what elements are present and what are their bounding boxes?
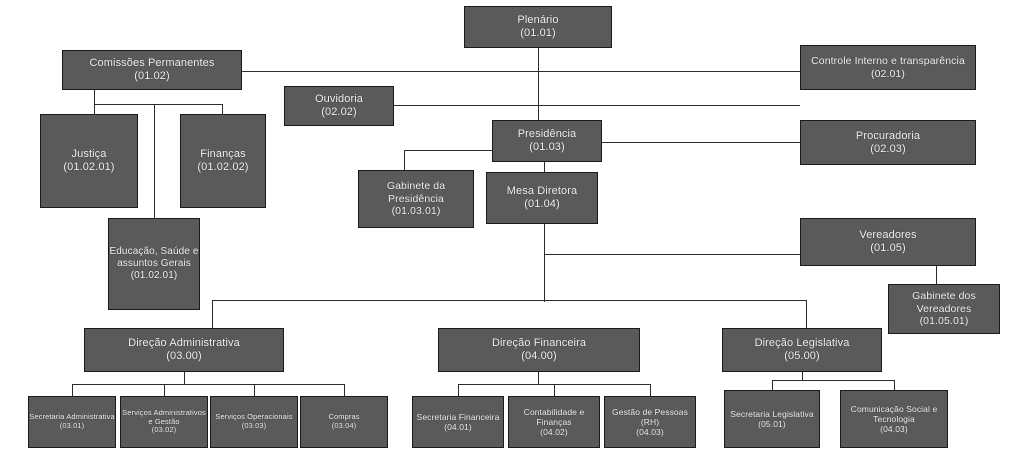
org-node-code: (05.01) — [758, 419, 786, 429]
org-node-secadm[interactable] — [28, 396, 116, 448]
org-node-code: (03.00) — [166, 350, 202, 362]
org-node-code: (01.01) — [520, 27, 556, 39]
org-node-code: (04.01) — [444, 422, 472, 432]
org-node-comunicacao[interactable] — [840, 390, 948, 448]
org-node-title: Educação, Saúde e assuntos Gerais — [109, 246, 199, 270]
org-node-code: (01.04) — [524, 198, 560, 210]
connector-line — [394, 105, 800, 106]
connector-line — [184, 372, 185, 384]
org-node-title: Gabinete da Presidência — [386, 180, 446, 205]
connector-line — [212, 300, 213, 328]
connector-line — [894, 380, 895, 390]
org-node-code: (01.03) — [529, 141, 565, 153]
org-node-title: Ouvidoria — [315, 93, 363, 106]
org-node-code: (02.03) — [870, 142, 906, 155]
connector-line — [554, 384, 555, 396]
org-node-code: (04.02) — [540, 427, 568, 437]
org-node-title: Mesa Diretora — [506, 185, 578, 198]
org-node-code: (03.03) — [241, 421, 267, 430]
org-node-code: (03.02) — [151, 425, 177, 435]
connector-line — [164, 384, 165, 396]
connector-line — [772, 380, 894, 381]
org-node-title: Comissões Permanentes — [89, 57, 215, 70]
connector-line — [772, 380, 773, 390]
org-node-code: (01.02.01) — [63, 161, 115, 173]
org-node-code: (01.05) — [870, 242, 906, 254]
org-node-financas[interactable] — [180, 114, 266, 208]
org-node-code: (04.00) — [521, 350, 557, 362]
org-node-procuradoria[interactable] — [800, 120, 976, 165]
connector-line — [154, 104, 155, 220]
org-node-comissoes[interactable] — [62, 50, 242, 90]
connector-line — [544, 224, 545, 302]
connector-line — [802, 372, 803, 380]
org-node-code: (04.03) — [880, 424, 908, 434]
connector-line — [404, 150, 405, 172]
org-node-title: Gabinete dos Vereadores — [912, 290, 976, 315]
org-node-gestaopessoas[interactable] — [604, 396, 696, 448]
org-node-gabpresidencia[interactable] — [358, 170, 474, 228]
org-node-title: Finanças — [200, 148, 246, 161]
org-node-code: (01.02.01) — [130, 269, 178, 281]
org-node-title: Serviços Administrativos e Gestão — [122, 407, 206, 426]
org-node-title: Secretaria Financeira — [416, 411, 500, 422]
org-node-code: (01.02) — [134, 70, 170, 82]
org-node-title: Compras — [328, 412, 360, 422]
connector-line — [544, 254, 800, 255]
connector-line — [254, 384, 255, 396]
org-node-title: Justiça — [71, 148, 107, 161]
connector-line — [212, 300, 806, 301]
org-node-title: Controle Interno e transparência — [811, 55, 965, 68]
org-node-compras[interactable] — [300, 396, 388, 448]
org-node-title: Procuradoria — [855, 129, 921, 142]
org-node-justica[interactable] — [40, 114, 138, 208]
connector-line — [94, 90, 95, 114]
org-node-title: Vereadores — [859, 229, 917, 242]
org-node-code: (05.00) — [784, 350, 820, 362]
org-node-mesa[interactable] — [486, 172, 598, 224]
org-node-dirfin[interactable] — [438, 328, 640, 372]
org-node-secleg[interactable] — [724, 390, 820, 448]
org-node-plenario[interactable] — [464, 6, 612, 48]
org-node-dirleg[interactable] — [722, 328, 882, 372]
connector-line — [94, 104, 222, 105]
connector-line — [72, 384, 344, 385]
connector-line — [458, 384, 459, 396]
connector-line — [538, 372, 539, 384]
org-node-code: (01.05.01) — [919, 315, 969, 328]
org-node-vereadores[interactable] — [800, 218, 976, 266]
connector-line — [72, 384, 73, 396]
org-node-code: (02.01) — [871, 67, 905, 80]
connector-line — [404, 150, 492, 151]
org-node-contabilidade[interactable] — [508, 396, 600, 448]
org-node-presidencia[interactable] — [492, 120, 602, 162]
org-node-code: (03.04) — [331, 421, 357, 430]
org-node-educacao[interactable] — [108, 218, 200, 310]
org-node-controle[interactable] — [800, 45, 976, 90]
connector-line — [936, 266, 937, 286]
org-node-title: Comunicação Social e Tecnologia — [850, 403, 938, 424]
org-node-title: Serviços Operacionais — [215, 412, 293, 422]
org-node-ouvidoria[interactable] — [284, 86, 394, 126]
org-node-title: Gestão de Pessoas (RH) — [612, 406, 688, 427]
org-node-code: (03.01) — [59, 421, 85, 430]
org-node-code: (02.02) — [321, 106, 357, 118]
connector-line — [650, 384, 651, 396]
org-node-servoper[interactable] — [210, 396, 298, 448]
org-node-title: Secretaria Administrativa — [29, 412, 115, 422]
org-node-code: (01.03.01) — [391, 205, 441, 218]
org-node-servadm[interactable] — [120, 396, 208, 448]
connector-line — [806, 300, 807, 328]
org-node-title: Direção Financeira — [491, 337, 587, 350]
org-node-title: Direção Legislativa — [754, 337, 850, 350]
org-node-code: (01.02.02) — [197, 161, 249, 173]
org-node-secfin[interactable] — [412, 396, 504, 448]
connector-line — [242, 71, 800, 72]
org-node-diradm[interactable] — [84, 328, 284, 372]
connector-line — [344, 384, 345, 396]
org-node-title: Secretaria Legislativa — [730, 408, 814, 419]
org-node-title: Presidência — [517, 128, 577, 141]
org-node-title: Direção Administrativa — [128, 337, 240, 350]
org-node-code: (04.03) — [636, 427, 664, 437]
org-node-title: Contabilidade e Finanças — [523, 406, 585, 427]
connector-line — [538, 48, 539, 121]
connector-line — [602, 142, 800, 143]
org-node-gabvereadores[interactable] — [888, 284, 1000, 334]
org-node-title: Plenário — [517, 14, 559, 27]
